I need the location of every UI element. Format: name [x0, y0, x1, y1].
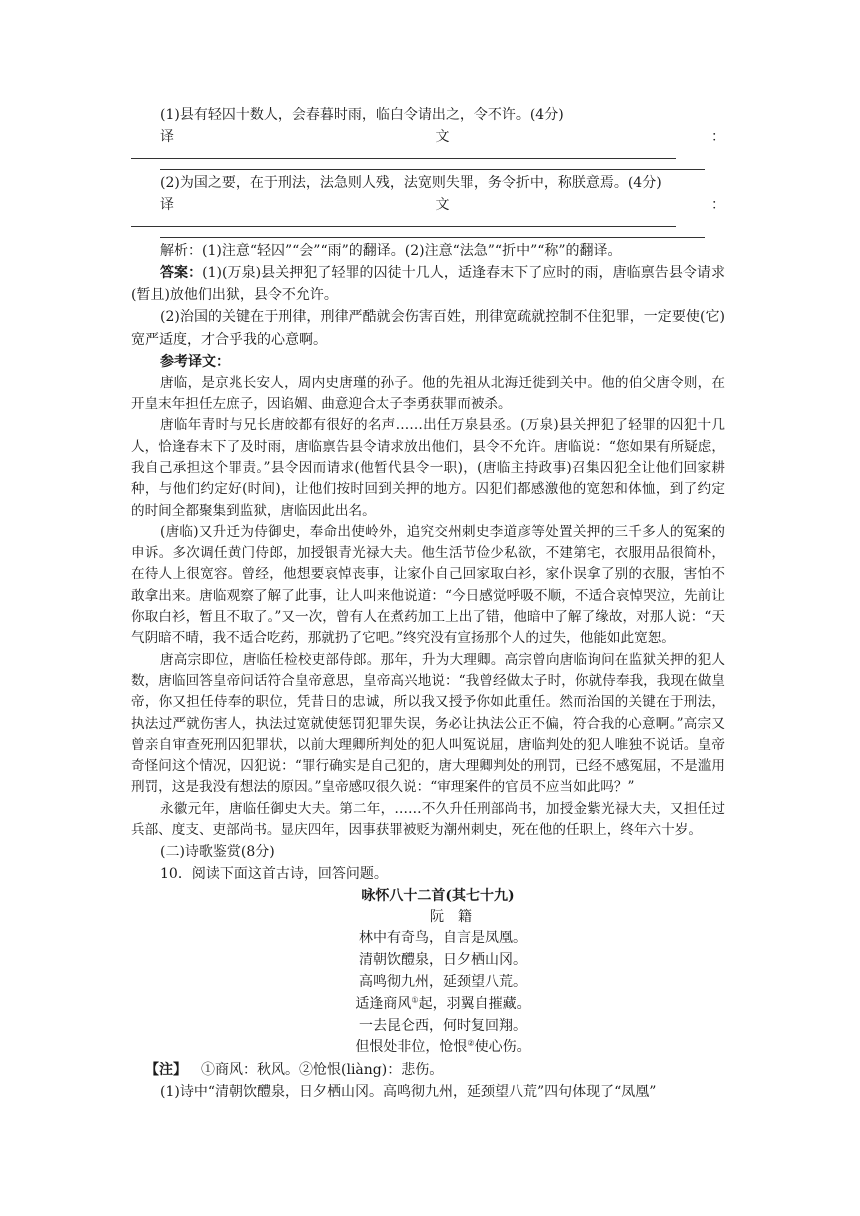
- section-heading: (二)诗歌鉴赏(8分): [160, 844, 275, 861]
- poem-title: 咏怀八十二首(其七十九): [361, 888, 515, 905]
- notes-label: 【注】: [145, 1062, 187, 1079]
- question-2: (2)为国之要，在于刑法，法急则人残，法宽则失罪，务令折中，称朕意焉。(4分): [160, 175, 662, 191]
- translation-prompt-1: [131, 126, 725, 148]
- poem-line-part: 起，羽翼自摧藏。: [418, 995, 531, 1012]
- yi-char: 译: [160, 129, 174, 145]
- answer-blank-line[interactable]: [131, 216, 676, 227]
- poem-line-part: 使心伤。: [474, 1039, 531, 1056]
- translation-prompt-2: [131, 194, 725, 216]
- poem-line: 高鸣彻九州，延颈望八荒。: [359, 973, 527, 990]
- colon: ：: [711, 197, 725, 213]
- reference-paragraph: 永徽元年，唐临任御史大夫。第二年，……不久升任刑部尚书，加授金紫光禄大夫，又担任过兵部、度支、吏部尚书。显庆四年，因事获罪被贬为潮州刺史，死在他的任职上，终年六十岁。: [131, 800, 725, 839]
- wen-char: 文: [435, 197, 450, 213]
- yi-char: 译: [160, 197, 174, 213]
- question-10: 10．阅读下面这首古诗，回答问题。: [160, 866, 388, 883]
- poem-line-part: 适逢商风: [355, 995, 412, 1012]
- reference-paragraph: 唐临，是京兆长安人，周内史唐瑾的孙子。他的先祖从北海迁徙到关中。他的伯父唐令则，在开皇末年担任左庶子，因谄媚、曲意迎合太子李勇获罪而被杀。: [131, 374, 725, 413]
- colon: ：: [711, 129, 725, 145]
- question-1: (1)县有轻囚十数人，会春暮时雨，临白令请出之，令不许。(4分): [160, 107, 564, 123]
- poem-notes: [131, 1059, 725, 1081]
- poem-line: [131, 994, 725, 1016]
- reference-paragraph: 唐临年青时与兄长唐皎都有很好的名声……出任万泉县丞。(万泉)县关押犯了轻罪的囚犯十几人，恰逢春末下了及时雨，唐临禀告县令请求放出他们，县令不允许。唐临说：“您如果有所疑虑，我自己承担这个罪责。”县令因而请求(他暂代县令一职)，(唐临主持政事)召集囚犯全让他们回家耕种，与他们约定好(时间)，让他们按时回到关押的地方。囚犯们都感激他的宽恕和体恤，到了约定的时间全都聚集到监狱，唐临因此出名。: [131, 417, 725, 519]
- notes-text: ①商风：秋风。②怆恨(liàng)：悲伤。: [201, 1062, 444, 1079]
- answer-1-text: (1)(万泉)县关押犯了轻罪的囚徒十几人，适逢春末下了应时的雨，唐临禀告县令请求(暂且)放他们出狱，县令不允许。: [131, 265, 725, 304]
- poem-line: 一去昆仑西，何时复回翔。: [359, 1017, 527, 1034]
- answer-blank-line[interactable]: [131, 148, 676, 159]
- poem-line: 林中有奇鸟，自言是凤凰。: [359, 930, 527, 947]
- note-mark: ②: [467, 1038, 475, 1048]
- poem-line-part: 但恨处非位，怆恨: [355, 1039, 468, 1056]
- note-mark: ①: [411, 995, 419, 1005]
- poem-line: 清朝饮醴泉，日夕栖山冈。: [359, 952, 527, 969]
- wen-char: 文: [435, 129, 450, 145]
- content: [131, 104, 725, 1103]
- reference-paragraph: 唐高宗即位，唐临任检校吏部侍郎。那年，升为大理卿。高宗曾向唐临询问在监狱关押的犯人数，唐临回答皇帝问话符合皇帝意思，皇帝高兴地说：“我曾经做太子时，你就侍奉我，我现在做皇帝，你又担任侍奉的职位，凭昔日的忠诚，所以我又授予你如此重任。然而治国的关键在于刑法，执法过严就伤害人，执法过宽就使惩罚犯罪失误，务必让执法公正不偏，符合我的心意啊。”高宗又曾亲自审查死刑囚犯罪状，以前大理卿所判处的犯人叫冤说屈，唐临判处的犯人唯独不说话。皇帝奇怪问这个情况，囚犯说：“罪行确实是自己犯的，唐大理卿判处的刑罚，已经不感冤屈，不是滥用刑罚，这是我没有想法的原因。”皇帝感叹很久说：“审理案件的官员不应当如此吗？”: [131, 651, 725, 796]
- answer-1: [131, 262, 725, 306]
- poem-author: 阮籍: [430, 909, 486, 926]
- answer-2: (2)治国的关键在于刑律，刑律严酷就会伤害百姓，刑律宽疏就控制不住犯罪，一定要使(它)宽严适度，才合乎我的心意啊。: [131, 309, 725, 348]
- analysis: 解析：(1)注意“轻囚”“会”“雨”的翻译。(2)注意“法急”“折中”“称”的翻译。: [160, 243, 622, 259]
- reference-translation-label: 参考译文：: [160, 353, 230, 370]
- answer-blank-line[interactable]: [160, 227, 705, 238]
- answer-label: 答案：: [160, 265, 203, 281]
- reference-paragraph: (唐临)又升迁为侍御史，奉命出使岭外，追究交州刺史李道彦等处置关押的三千多人的冤案的申诉。多次调任黄门侍郎，加授银青光禄大夫。他生活节俭少私欲，不建第宅，衣服用品很简朴，在待人上很宽容。曾经，他想要哀悼丧事，让家仆自己回家取白衫，家仆误拿了别的衣服，害怕不敢拿出来。唐临观察了解了此事，让人叫来他说道：“今日感觉呼吸不顺，不适合哀悼哭泣，先前让你取白衫，暂且不取了。”又一次，曾有人在煮药加工上出了错，他暗中了解了缘故，对那人说：“天气阴暗不晴，我不适合吃药，那就扔了它吧。”终究没有宣扬那个人的过失，他能如此宽恕。: [131, 523, 725, 647]
- question-10-1: (1)诗中“清朝饮醴泉，日夕栖山冈。高鸣彻九州，延颈望八荒”四句体现了“凤凰”: [160, 1084, 657, 1101]
- poem-line: [131, 1037, 725, 1059]
- answer-blank-line[interactable]: [160, 159, 705, 170]
